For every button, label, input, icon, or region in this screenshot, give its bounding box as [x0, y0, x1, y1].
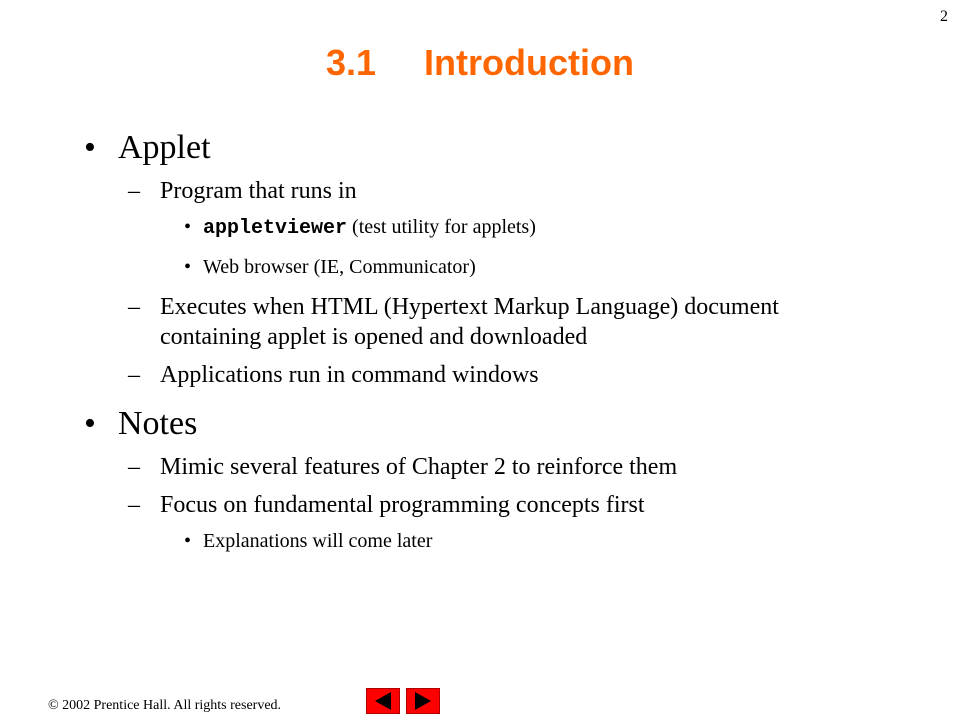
sub-bullet-text: Program that runs in	[160, 178, 357, 204]
copyright-footer: © 2002 Prentice Hall. All rights reserved.	[48, 698, 282, 713]
dash-marker: –	[128, 294, 140, 320]
sub-sub-bullet-text: Explanations will come later	[203, 530, 433, 552]
title-text: Introduction	[424, 42, 634, 83]
bullet-notes	[0, 404, 960, 444]
bullet-heading: Notes	[118, 405, 198, 442]
bullet-dot: •	[184, 530, 192, 552]
bullet-heading: Applet	[118, 129, 211, 166]
next-slide-button[interactable]	[406, 688, 440, 714]
sub-bullet	[0, 490, 960, 520]
title-number: 3.1	[326, 42, 377, 83]
left-triangle-icon	[375, 692, 391, 710]
sub-bullet	[0, 292, 960, 352]
dash-marker: –	[128, 362, 140, 388]
sub-sub-bullet	[0, 214, 960, 242]
sub-bullet-text: Executes when HTML (Hypertext Markup Language) document containing applet is opened and downloaded	[160, 294, 779, 350]
page-number: 2	[940, 8, 948, 25]
code-text: appletviewer	[203, 217, 348, 240]
slide-title	[0, 42, 960, 84]
sub-bullet-text: Applications run in command windows	[160, 362, 539, 388]
bullet-dot: •	[84, 129, 96, 166]
slide-navigation	[366, 688, 440, 714]
dash-marker: –	[128, 178, 140, 204]
sub-bullet	[0, 452, 960, 482]
sub-sub-bullet	[0, 528, 960, 554]
bullet-dot: •	[184, 216, 192, 238]
sub-bullet-text: Focus on fundamental programming concepts first	[160, 492, 645, 518]
sub-sub-bullet-text: Web browser (IE, Communicator)	[203, 256, 476, 278]
slide-content	[0, 128, 960, 566]
sub-sub-bullet	[0, 254, 960, 280]
sub-bullet	[0, 176, 960, 206]
sub-bullet-text: Mimic several features of Chapter 2 to reinforce them	[160, 454, 678, 480]
dash-marker: –	[128, 454, 140, 480]
sub-bullet	[0, 360, 960, 390]
previous-slide-button[interactable]	[366, 688, 400, 714]
right-triangle-icon	[415, 692, 431, 710]
bullet-applet	[0, 128, 960, 168]
bullet-dot: •	[84, 405, 96, 442]
dash-marker: –	[128, 492, 140, 518]
sub-sub-bullet-text: (test utility for applets)	[347, 216, 536, 238]
bullet-dot: •	[184, 256, 192, 278]
